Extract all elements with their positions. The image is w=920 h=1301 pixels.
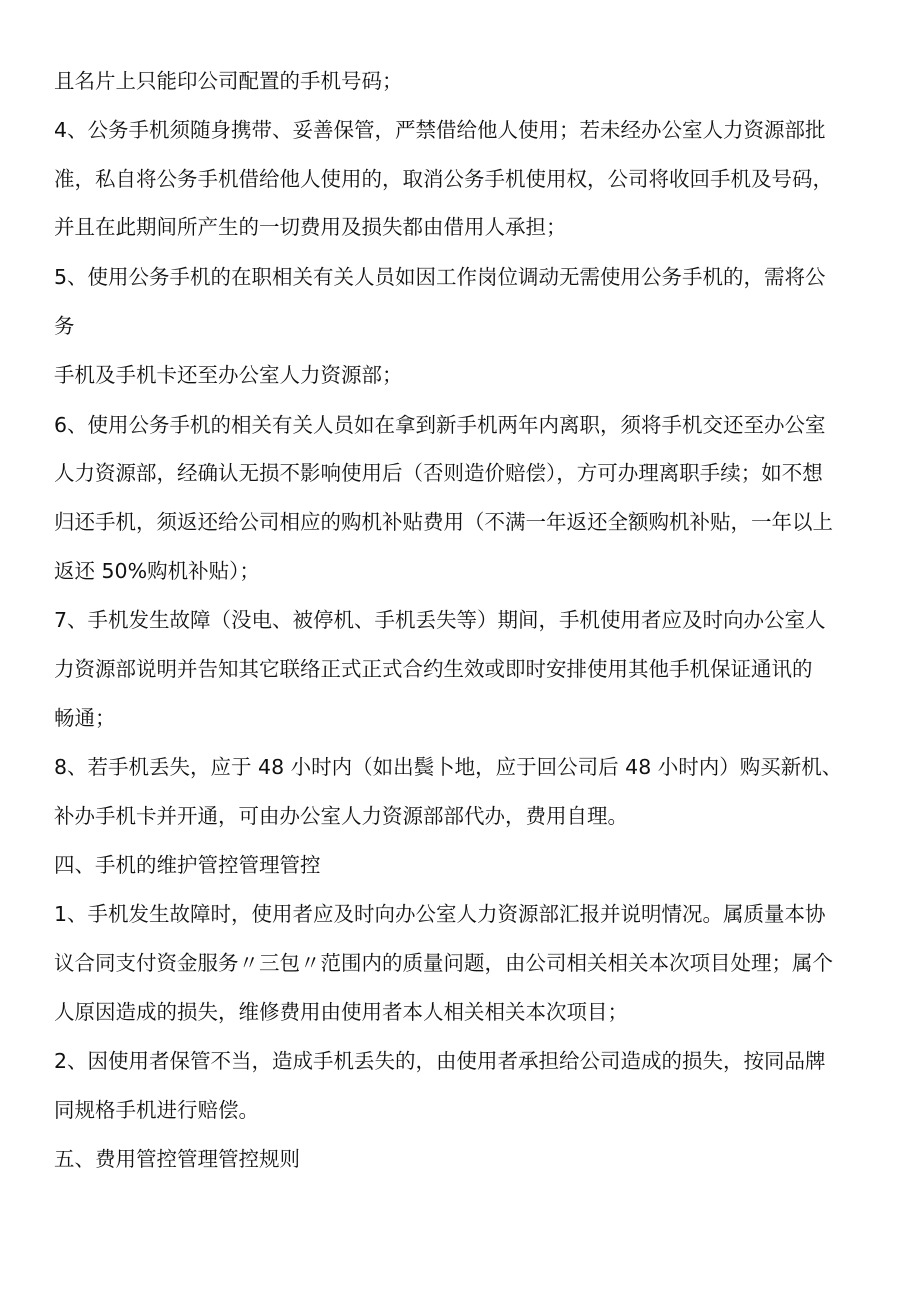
text-line: 手机及手机卡还至办公室人力资源部； xyxy=(54,363,403,387)
text-line: 1、手机发生故障时，使用者应及时向办公室人力资源部汇报并说明情况。属质量本协 xyxy=(54,902,826,926)
text-line: 力资源部说明并告知其它联络正式正式合约生效或即时安排使用其他手机保证通讯的 xyxy=(54,657,813,681)
text-line: 6、使用公务手机的相关有关人员如在拿到新手机两年内离职，须将手机交还至办公室 xyxy=(54,413,826,437)
text-line: 人力资源部，经确认无损不影响使用后（否则造价赔偿），方可办理离职手续；如不想 xyxy=(54,461,823,485)
text-line: 议合同支付资金服务〃三包〃范围内的质量问题，由公司相关相关本次项目处理；属个 xyxy=(54,951,833,975)
text-line: 返还 50%购机补贴）； xyxy=(54,559,260,583)
text-line: 归还手机，须返还给公司相应的购机补贴费用（不满一年返还全额购机补贴，一年以上 xyxy=(54,510,833,534)
section-heading: 五、费用管控管理管控规则 xyxy=(54,1147,300,1171)
text-line: 畅通； xyxy=(54,706,116,730)
text-line: 且名片上只能印公司配置的手机号码； xyxy=(54,69,403,93)
section-heading: 四、手机的维护管控管理管控 xyxy=(54,853,321,877)
text-line: 4、公务手机须随身携带、妥善保管，严禁借给他人使用；若未经办公室人力资源部批 xyxy=(54,118,826,142)
text-line: 补办手机卡并开通，可由办公室人力资源部部代办，费用自理。 xyxy=(54,804,628,828)
text-line: 5、使用公务手机的在职相关有关人员如因工作岗位调动无需使用公务手机的，需将公 xyxy=(54,265,826,289)
text-line: 务 xyxy=(54,314,75,338)
text-line: 准，私自将公务手机借给他人使用的，取消公务手机使用权，公司将收回手机及号码， xyxy=(54,167,833,191)
text-line: 同规格手机进行赔偿。 xyxy=(54,1098,259,1122)
text-line: 7、手机发生故障（没电、被停机、手机丢失等）期间，手机使用者应及时向办公室人 xyxy=(54,608,826,632)
text-line: 人原因造成的损失，维修费用由使用者本人相关相关本次项目； xyxy=(54,1000,628,1024)
text-line: 8、若手机丢失，应于 48 小时内（如出鬓卜地，应于回公司后 48 小时内）购买新机、 xyxy=(54,755,843,779)
text-line: 并且在此期间所产生的一切费用及损失都由借用人承担； xyxy=(54,215,567,239)
text-line: 2、因使用者保管不当，造成手机丢失的，由使用者承担给公司造成的损失，按同品牌 xyxy=(54,1049,826,1073)
